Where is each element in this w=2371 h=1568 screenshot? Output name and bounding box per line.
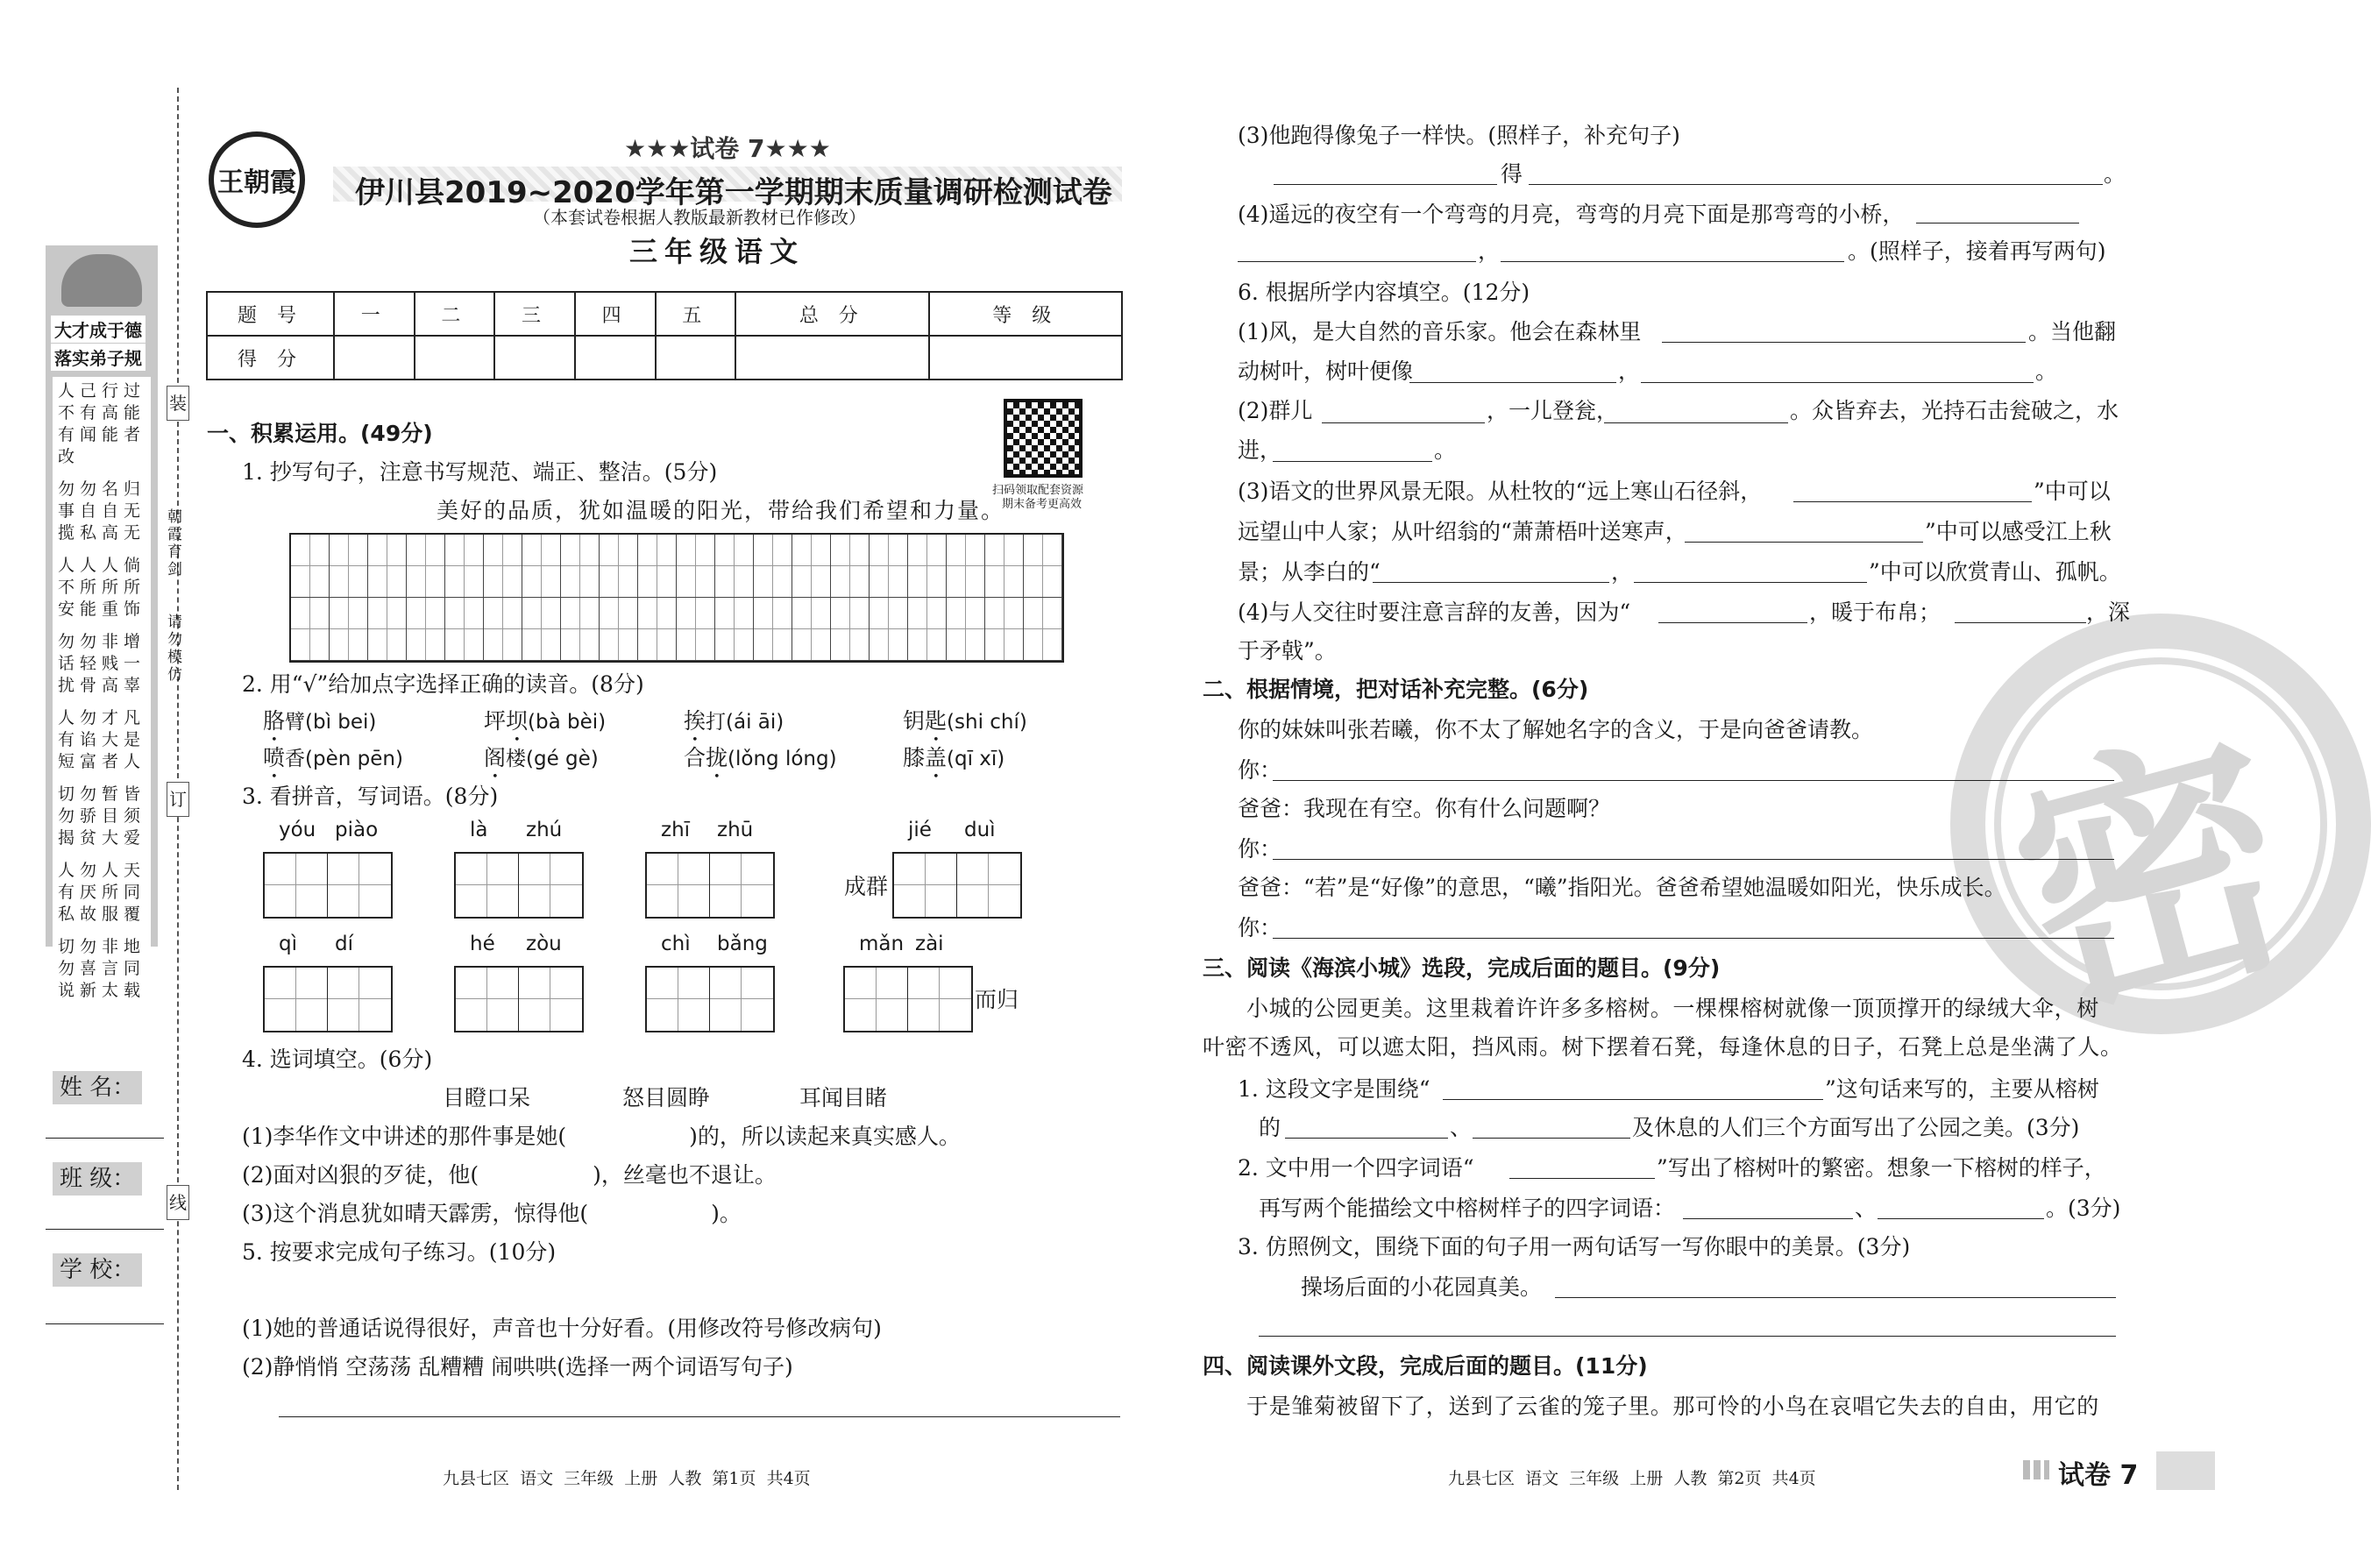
pinyin-syllable: zhī xyxy=(661,819,691,841)
score-cell: 总 分 xyxy=(735,292,928,336)
grid-cell[interactable] xyxy=(985,598,1024,661)
section-4-heading: 四、阅读课外文段，完成后面的题目。(11分) xyxy=(1203,1353,1648,1379)
q2-item-dotted-char: 匙 xyxy=(925,708,948,734)
grid-cell[interactable] xyxy=(947,598,985,661)
s3-q1b: ”这句话来写的，主要从榕树 xyxy=(1825,1076,2099,1102)
grid-cell[interactable] xyxy=(1024,598,1062,661)
q4-item-3-a: (3)这个消息犹如晴天霹雳，惊得他( xyxy=(242,1201,589,1226)
q2-item-prefix: 坪 xyxy=(484,708,507,734)
grid-cell[interactable] xyxy=(677,598,715,661)
q2-item-dotted-char: 盖 xyxy=(925,745,948,770)
qr-code-icon xyxy=(1004,399,1083,478)
class-field[interactable] xyxy=(46,1229,164,1230)
q2-item[interactable] xyxy=(903,743,1004,784)
score-cell[interactable] xyxy=(334,336,415,380)
sidebar-verse-line: 揭贫大爱 xyxy=(58,828,146,848)
score-cell: 三 xyxy=(494,292,575,336)
score-cell: 五 xyxy=(656,292,736,336)
char-cell[interactable] xyxy=(710,854,773,917)
q6-2-end: 。 xyxy=(1434,437,1457,463)
q6-2-blank-b[interactable] xyxy=(1604,422,1788,423)
grid-cell[interactable] xyxy=(330,535,368,598)
sidebar-verse-line: 事自自无 xyxy=(58,501,146,521)
exam-badge: ★★★试卷 7★★★ xyxy=(624,134,831,163)
q6-1-blank-b[interactable] xyxy=(1409,382,1616,383)
s3-passage-2: 叶密不透风，可以遮太阳，挡风雨。树下摆着石凳，每逢休息的日子，石凳上总是坐满了人。 xyxy=(1203,1034,2123,1060)
s3-q2a: 2. 文中用一个四字词语“ xyxy=(1238,1155,1474,1181)
q2-item-options: 臂(bì bei) xyxy=(285,711,377,734)
q2-item-options: (lǒng lóng) xyxy=(728,748,837,770)
char-cell[interactable] xyxy=(957,854,1020,917)
sidebar-verse-line: 人勿才凡 xyxy=(58,708,146,727)
binding-mark-zhuang: 装 xyxy=(167,386,189,421)
q6-1-end: 。 xyxy=(2035,358,2058,384)
pinyin-syllable: zhū xyxy=(717,819,754,841)
score-cell: 等 级 xyxy=(929,292,1122,336)
s3-q2b: ”写出了榕树叶的繁密。想象一下榕树的样子， xyxy=(1657,1155,2106,1181)
grid-cell[interactable] xyxy=(291,535,330,598)
q6-2d: 进， xyxy=(1238,437,1282,463)
q6-3d: ”中可以感受江上秋 xyxy=(1925,519,2112,544)
grid-cell[interactable] xyxy=(870,535,908,598)
q6-3b: ”中可以 xyxy=(2034,479,2111,504)
exam-note: （本套试卷根据人教版最新教材已作修改） xyxy=(533,207,866,228)
char-cell[interactable] xyxy=(265,854,328,917)
q6-3-blank-b[interactable] xyxy=(1685,542,1923,543)
s2-intro: 你的妹妹叫张若曦，你不太了解她名字的含义，于是向爸爸请教。 xyxy=(1238,717,1874,742)
s3-q2-blank-c[interactable] xyxy=(1878,1218,2044,1219)
q1-sentence: 美好的品质，犹如温暖的阳光，带给我们希望和力量。 xyxy=(437,498,1005,523)
q4-item-2-a: (2)面对凶狠的歹徒，他( xyxy=(242,1162,479,1188)
pinyin-syllable: duì xyxy=(964,819,996,841)
q2-item-options: 楼(gé gè) xyxy=(506,748,599,770)
s3-q3-blank-b[interactable] xyxy=(1259,1336,2116,1337)
q4-word-3: 耳闻目睹 xyxy=(799,1085,888,1110)
q6-4c: ，深 xyxy=(2086,600,2131,625)
q6-1b: 。当他翻 xyxy=(2028,319,2117,344)
q6-2b: ，一儿登瓮， xyxy=(1487,398,1619,423)
grid-cell[interactable] xyxy=(677,535,715,598)
pinyin-answer-box[interactable] xyxy=(645,966,775,1032)
s3-q2-blank-a[interactable] xyxy=(1509,1178,1655,1179)
q6-1-blank-a[interactable] xyxy=(1662,342,2026,343)
q5-4-comma: ， xyxy=(1478,238,1501,264)
copy-grid[interactable] xyxy=(289,533,1064,663)
q2-item-prefix: 膝 xyxy=(903,745,926,770)
sidebar-verse-line: 切勿暂皆 xyxy=(58,784,146,804)
logo-text: 王朝霞 xyxy=(217,167,296,198)
q2-item-dotted-char: 胳 xyxy=(263,708,286,734)
score-cell: 二 xyxy=(415,292,495,336)
seal-char: 密 xyxy=(1986,695,2320,1059)
dialogue-blank-1[interactable] xyxy=(1273,780,2114,781)
q5-item-3: (3)他跑得像兔子一样快。(照样子，补充句子) xyxy=(1238,123,1680,148)
pinyin-syllable: zài xyxy=(915,933,944,955)
q4-item-3 xyxy=(242,1199,742,1229)
s3-q2d: 。(3分) xyxy=(2046,1196,2121,1221)
score-cell[interactable] xyxy=(656,336,736,380)
sidebar-verse-line: 有厌所同 xyxy=(58,883,146,902)
you-label-3: 你： xyxy=(1238,915,1282,940)
page-tab-deco xyxy=(2023,1460,2049,1479)
grid-cell[interactable] xyxy=(561,535,600,598)
q6-1a: (1)风，是大自然的音乐家。他会在森林里 xyxy=(1238,319,1642,344)
sidebar-verse-line: 有闻能者改 xyxy=(58,425,146,466)
s3-q1a: 1. 这段文字是围绕“ xyxy=(1238,1076,1430,1102)
s3-q1-sep: 、 xyxy=(1450,1115,1473,1140)
char-cell[interactable] xyxy=(647,968,710,1031)
q3-text: 3. 看拼音，写词语。(8分) xyxy=(242,784,499,809)
vertical-text-1: 朝霞育剑 xyxy=(164,508,181,578)
sidebar-verse-line: 人己行过 xyxy=(58,381,146,401)
pinyin-syllable: jié xyxy=(908,819,932,841)
q4-text: 4. 选词填空。(6分) xyxy=(242,1047,433,1072)
q6-3c: 远望山中人家；从叶绍翁的“萧萧梧叶送寒声， xyxy=(1238,519,1687,544)
score-cell: 一 xyxy=(334,292,415,336)
qr-caption-1: 扫码领取配套资源 xyxy=(992,484,1084,497)
grid-cell[interactable] xyxy=(870,598,908,661)
q4-item-3-b: )。 xyxy=(711,1201,742,1226)
left-footer: 九县七区 语文 三年级 上册 人教 第1页 共4页 xyxy=(443,1469,811,1488)
q4-word-1: 目瞪口呆 xyxy=(443,1085,531,1110)
pinyin-answer-box[interactable] xyxy=(454,966,584,1032)
pinyin-syllable: dí xyxy=(335,933,353,955)
q2-item[interactable] xyxy=(263,743,403,784)
q6-3-blank-c[interactable] xyxy=(1373,582,1609,583)
q2-item[interactable] xyxy=(484,743,599,784)
q2-item-dotted-char: 拢 xyxy=(706,745,728,770)
q4-item-1-b: )的，所以读起来真实感人。 xyxy=(689,1124,961,1149)
name-field[interactable] xyxy=(46,1138,164,1139)
q5-answer-line[interactable] xyxy=(279,1416,1120,1417)
q6-2-blank-c[interactable] xyxy=(1273,461,1432,462)
score-cell[interactable] xyxy=(575,336,656,380)
grid-cell[interactable] xyxy=(715,535,754,598)
q2-item-dotted-char: 阁 xyxy=(484,745,507,770)
q6-4b: ，暖于布帛； xyxy=(1809,600,1942,625)
sidebar-verse-line: 勿骄目须 xyxy=(58,806,146,826)
q2-item-options: (bà bèi) xyxy=(528,711,607,734)
pinyin-answer-box[interactable] xyxy=(263,966,393,1032)
q3-prefix: 成群 xyxy=(844,874,889,899)
char-cell[interactable] xyxy=(456,968,519,1031)
sidebar-verse-line: 人勿人天 xyxy=(58,861,146,880)
pinyin-answer-box[interactable] xyxy=(843,966,973,1032)
char-cell[interactable] xyxy=(894,854,957,917)
sidebar-verse-line: 话轻贱一 xyxy=(58,654,146,673)
grid-cell[interactable] xyxy=(792,535,831,598)
sidebar-verse-line: 勿喜言同 xyxy=(58,959,146,978)
pinyin-syllable: hé xyxy=(470,933,495,955)
q2-item-options: (shi chí) xyxy=(947,711,1027,734)
s3-q3-blank-a[interactable] xyxy=(1555,1297,2116,1298)
q2-item-options: 香(pèn pēn) xyxy=(285,748,403,770)
grid-cell[interactable] xyxy=(831,598,870,661)
q6-4d: 于矛戟”。 xyxy=(1238,638,1337,663)
grid-cell[interactable] xyxy=(330,598,368,661)
q6-1c: 动树叶，树叶便像 xyxy=(1238,358,1414,384)
char-cell[interactable] xyxy=(265,968,328,1031)
pinyin-syllable: mǎn xyxy=(859,933,905,955)
pinyin-answer-box[interactable] xyxy=(263,852,393,919)
q6-3-blank-a[interactable] xyxy=(1793,501,2032,502)
section-2-heading: 二、根据情境，把对话补充完整。(6分) xyxy=(1203,677,1589,702)
q2-item[interactable] xyxy=(484,706,606,747)
q2-item-dotted-char: 坝 xyxy=(506,708,529,734)
logo-badge xyxy=(209,131,305,228)
q6-2a: (2)群儿 xyxy=(1238,398,1313,423)
grid-cell[interactable] xyxy=(600,598,638,661)
grid-cell[interactable] xyxy=(407,598,445,661)
q2-item-prefix: 合 xyxy=(684,745,706,770)
sidebar-verse-line: 有谄大是 xyxy=(58,730,146,749)
grid-cell[interactable] xyxy=(522,535,561,598)
q6-3-comma: ， xyxy=(1611,559,1634,585)
q5-item-1: (1)她的普通话说得很好，声音也十分好看。(用修改符号修改病句) xyxy=(242,1316,882,1341)
char-cell[interactable] xyxy=(456,854,519,917)
grid-cell[interactable] xyxy=(445,535,484,598)
grid-cell[interactable] xyxy=(445,598,484,661)
subject-title: 三年级语文 xyxy=(629,235,806,268)
s3-q1-blank-c[interactable] xyxy=(1473,1138,1630,1139)
q5-4-blank-b[interactable] xyxy=(1238,261,1476,262)
page-tab-bg xyxy=(2156,1451,2215,1490)
s3-passage-1: 小城的公园更美。这里栽着许许多多榕树。一棵棵榕树就像一顶顶撑开的绿绒大伞，树 xyxy=(1246,996,2099,1021)
grid-cell[interactable] xyxy=(368,535,407,598)
q6-2-blank-a[interactable] xyxy=(1322,422,1485,423)
sidebar-verse-line: 人人人倘 xyxy=(58,556,146,575)
dialogue-blank-2[interactable] xyxy=(1273,859,2114,860)
q6-3-blank-d[interactable] xyxy=(1634,582,1867,583)
grid-cell[interactable] xyxy=(754,535,792,598)
q6-4a: (4)与人交往时要注意言辞的友善，因为“ xyxy=(1238,600,1631,625)
sidebar-verse-line: 切勿非地 xyxy=(58,937,146,956)
grid-cell[interactable] xyxy=(484,598,522,661)
mascot-icon xyxy=(61,254,142,307)
q2-item-prefix: 钥 xyxy=(903,708,926,734)
vertical-text-2: 请勿模仿 xyxy=(164,614,181,684)
score-cell[interactable] xyxy=(929,336,1122,380)
dialogue-blank-3[interactable] xyxy=(1273,938,2114,939)
exam-title: 伊川县2019~2020学年第一学期期末质量调研检测试卷 xyxy=(355,175,1112,210)
name-label: 姓 名： xyxy=(53,1071,142,1104)
score-cell[interactable] xyxy=(415,336,495,380)
grid-cell[interactable] xyxy=(715,598,754,661)
score-cell: 四 xyxy=(575,292,656,336)
char-cell[interactable] xyxy=(328,854,391,917)
pinyin-answer-box[interactable] xyxy=(892,852,1022,919)
q5-4-blank-c[interactable] xyxy=(1501,261,1844,262)
sidebar-verse-line: 不有高能 xyxy=(58,403,146,422)
pinyin-syllable: zòu xyxy=(526,933,562,955)
sidebar-verse-line: 短富者人 xyxy=(58,752,146,771)
school-label: 学 校： xyxy=(53,1253,142,1287)
q6-3f: ”中可以欣赏青山、孤帆。 xyxy=(1869,559,2121,585)
q5-item-4: (4)遥远的夜空有一个弯弯的月亮，弯弯的月亮下面是那弯弯的小桥， xyxy=(1238,202,1905,227)
char-cell[interactable] xyxy=(519,968,582,1031)
s3-q1d: 及休息的人们三个方面写出了公园之美。(3分) xyxy=(1632,1115,2080,1140)
grid-cell[interactable] xyxy=(947,535,985,598)
q4-item-1 xyxy=(242,1122,961,1152)
grid-cell[interactable] xyxy=(638,535,677,598)
score-cell: 得 分 xyxy=(207,336,334,380)
pinyin-answer-box[interactable] xyxy=(645,852,775,919)
you-label-2: 你： xyxy=(1238,836,1282,862)
score-cell: 题 号 xyxy=(207,292,334,336)
q6-1-blank-c[interactable] xyxy=(1641,382,2034,383)
q2-item[interactable] xyxy=(684,743,837,784)
qr-caption-2: 期末备考更高效 xyxy=(1002,498,1083,511)
q4-item-1-a: (1)李华作文中讲述的那件事是她( xyxy=(242,1124,567,1149)
s3-q1-blank-a[interactable] xyxy=(1443,1099,1823,1100)
pinyin-syllable: là xyxy=(470,819,488,841)
q5-3-blank-b[interactable] xyxy=(1529,184,2103,185)
q6-4-blank-b[interactable] xyxy=(1955,622,2086,623)
grid-cell[interactable] xyxy=(1024,535,1062,598)
s4-passage-1: 于是雏菊被留下了，送到了云雀的笼子里。那可怜的小鸟在哀唱它失去的自由，用它的 xyxy=(1246,1394,2099,1419)
sidebar-verse-line: 扰骨高辜 xyxy=(58,676,146,695)
sidebar-verse-line: 勿勿非增 xyxy=(58,632,146,651)
q6-1-comma: ， xyxy=(1618,358,1641,384)
s3-q2-blank-b[interactable] xyxy=(1683,1218,1853,1219)
motto-2: 落实弟子规 xyxy=(51,344,146,371)
right-footer: 九县七区 语文 三年级 上册 人教 第2页 共4页 xyxy=(1448,1469,1816,1488)
grid-cell[interactable] xyxy=(792,598,831,661)
char-cell[interactable] xyxy=(328,968,391,1031)
pinyin-answer-box[interactable] xyxy=(454,852,584,919)
q2-text: 2. 用“√”给加点字选择正确的读音。(8分) xyxy=(242,671,644,697)
q3-suffix: 而归 xyxy=(975,987,1019,1012)
grid-cell[interactable] xyxy=(985,535,1024,598)
sidebar-verse-line: 私故服覆 xyxy=(58,905,146,924)
q2-item[interactable] xyxy=(263,706,376,747)
grid-cell[interactable] xyxy=(484,535,522,598)
q2-item[interactable] xyxy=(903,706,1027,747)
q4-item-2-b: )，丝毫也不退让。 xyxy=(593,1162,777,1188)
school-field[interactable] xyxy=(46,1323,164,1324)
grid-cell[interactable] xyxy=(407,535,445,598)
grid-cell[interactable] xyxy=(754,598,792,661)
section-1-heading: 一、积累运用。(49分) xyxy=(207,421,433,446)
grid-cell[interactable] xyxy=(291,598,330,661)
dad-line-2: 爸爸：“若”是“好像”的意思，“曦”指阳光。爸爸希望她温暖如阳光，快乐成长。 xyxy=(1238,875,2006,900)
grid-cell[interactable] xyxy=(908,535,947,598)
q6-2c: 。众皆弃去，光持石击瓮破之，水 xyxy=(1790,398,2119,423)
pinyin-syllable: piào xyxy=(335,819,379,841)
q5-4-tail: 。(照样子，接着再写两句) xyxy=(1848,238,2106,264)
grid-cell[interactable] xyxy=(908,598,947,661)
score-cell[interactable] xyxy=(494,336,575,380)
q5-3-mid: 得 xyxy=(1501,161,1523,187)
dad-line-1: 爸爸：我现在有空。你有什么问题啊？ xyxy=(1238,796,1611,821)
pinyin-syllable: zhú xyxy=(526,819,563,841)
s3-q1-blank-b[interactable] xyxy=(1285,1138,1448,1139)
sidebar-verse-line: 揽私高无 xyxy=(58,523,146,543)
q4-item-2 xyxy=(242,1160,777,1190)
score-cell[interactable] xyxy=(735,336,928,380)
q2-item-dotted-char: 挨 xyxy=(684,708,706,734)
pinyin-syllable: yóu xyxy=(279,819,316,841)
class-label: 班 级： xyxy=(53,1162,142,1196)
score-table xyxy=(206,291,1123,380)
char-cell[interactable] xyxy=(519,854,582,917)
q5-3-end: 。 xyxy=(2104,161,2126,187)
grid-cell[interactable] xyxy=(831,535,870,598)
q2-item-options: (qī xī) xyxy=(947,748,1005,770)
pinyin-syllable: qì xyxy=(279,933,297,955)
grid-cell[interactable] xyxy=(638,598,677,661)
pinyin-syllable: chì xyxy=(661,933,691,955)
sidebar-verse-line: 安能重饰 xyxy=(58,600,146,619)
sidebar-verse-line: 勿勿名归 xyxy=(58,479,146,499)
you-label-1: 你： xyxy=(1238,757,1282,783)
s3-q2c: 再写两个能描绘文中榕树样子的四字词语： xyxy=(1259,1196,1676,1221)
grid-cell[interactable] xyxy=(368,598,407,661)
binding-mark-ding: 订 xyxy=(167,782,189,817)
char-cell[interactable] xyxy=(908,968,971,1031)
pinyin-syllable: bǎng xyxy=(717,933,768,955)
q5-3-blank-a[interactable] xyxy=(1274,184,1497,185)
grid-cell[interactable] xyxy=(600,535,638,598)
q2-item-options: 打(ái āi) xyxy=(706,711,784,734)
q6-text: 6. 根据所学内容填空。(12分) xyxy=(1238,280,1530,305)
page-tab: 试卷 7 xyxy=(2058,1460,2139,1491)
binding-mark-xian: 线 xyxy=(167,1185,189,1220)
char-cell[interactable] xyxy=(710,968,773,1031)
grid-cell[interactable] xyxy=(561,598,600,661)
q1-text: 1. 抄写句子，注意书写规范、端正、整洁。(5分) xyxy=(242,459,718,485)
char-cell[interactable] xyxy=(845,968,908,1031)
q6-3a: (3)语文的世界风景无限。从杜牧的“远上寒山石径斜， xyxy=(1238,479,1763,504)
q5-text: 5. 按要求完成句子练习。(10分) xyxy=(242,1239,557,1265)
s3-q3: 3. 仿照例文，围绕下面的句子用一两句话写一写你眼中的美景。(3分) xyxy=(1238,1234,1911,1259)
q5-item-2: (2)静悄悄 空荡荡 乱糟糟 闹哄哄(选择一两个词语写句子) xyxy=(242,1354,793,1380)
q6-4-blank-a[interactable] xyxy=(1658,622,1807,623)
sidebar-verse-line: 说新太载 xyxy=(58,981,146,1000)
s3-q3-lead: 操场后面的小花园真美。 xyxy=(1301,1274,1543,1300)
grid-cell[interactable] xyxy=(522,598,561,661)
char-cell[interactable] xyxy=(647,854,710,917)
q2-item-dotted-char: 喷 xyxy=(263,745,286,770)
section-3-heading: 三、阅读《海滨小城》选段，完成后面的题目。(9分) xyxy=(1203,955,1721,981)
q6-3e: 景；从李白的“ xyxy=(1238,559,1381,585)
motto-1: 大才成于德 xyxy=(51,316,146,343)
q2-item[interactable] xyxy=(684,706,784,747)
s3-q2-sep: 、 xyxy=(1855,1196,1878,1221)
s3-q1c: 的 xyxy=(1259,1115,1281,1140)
sidebar-verses xyxy=(53,377,151,1016)
sidebar-verse-line: 不所所所 xyxy=(58,578,146,597)
q4-word-2: 怒目圆睁 xyxy=(622,1085,711,1110)
